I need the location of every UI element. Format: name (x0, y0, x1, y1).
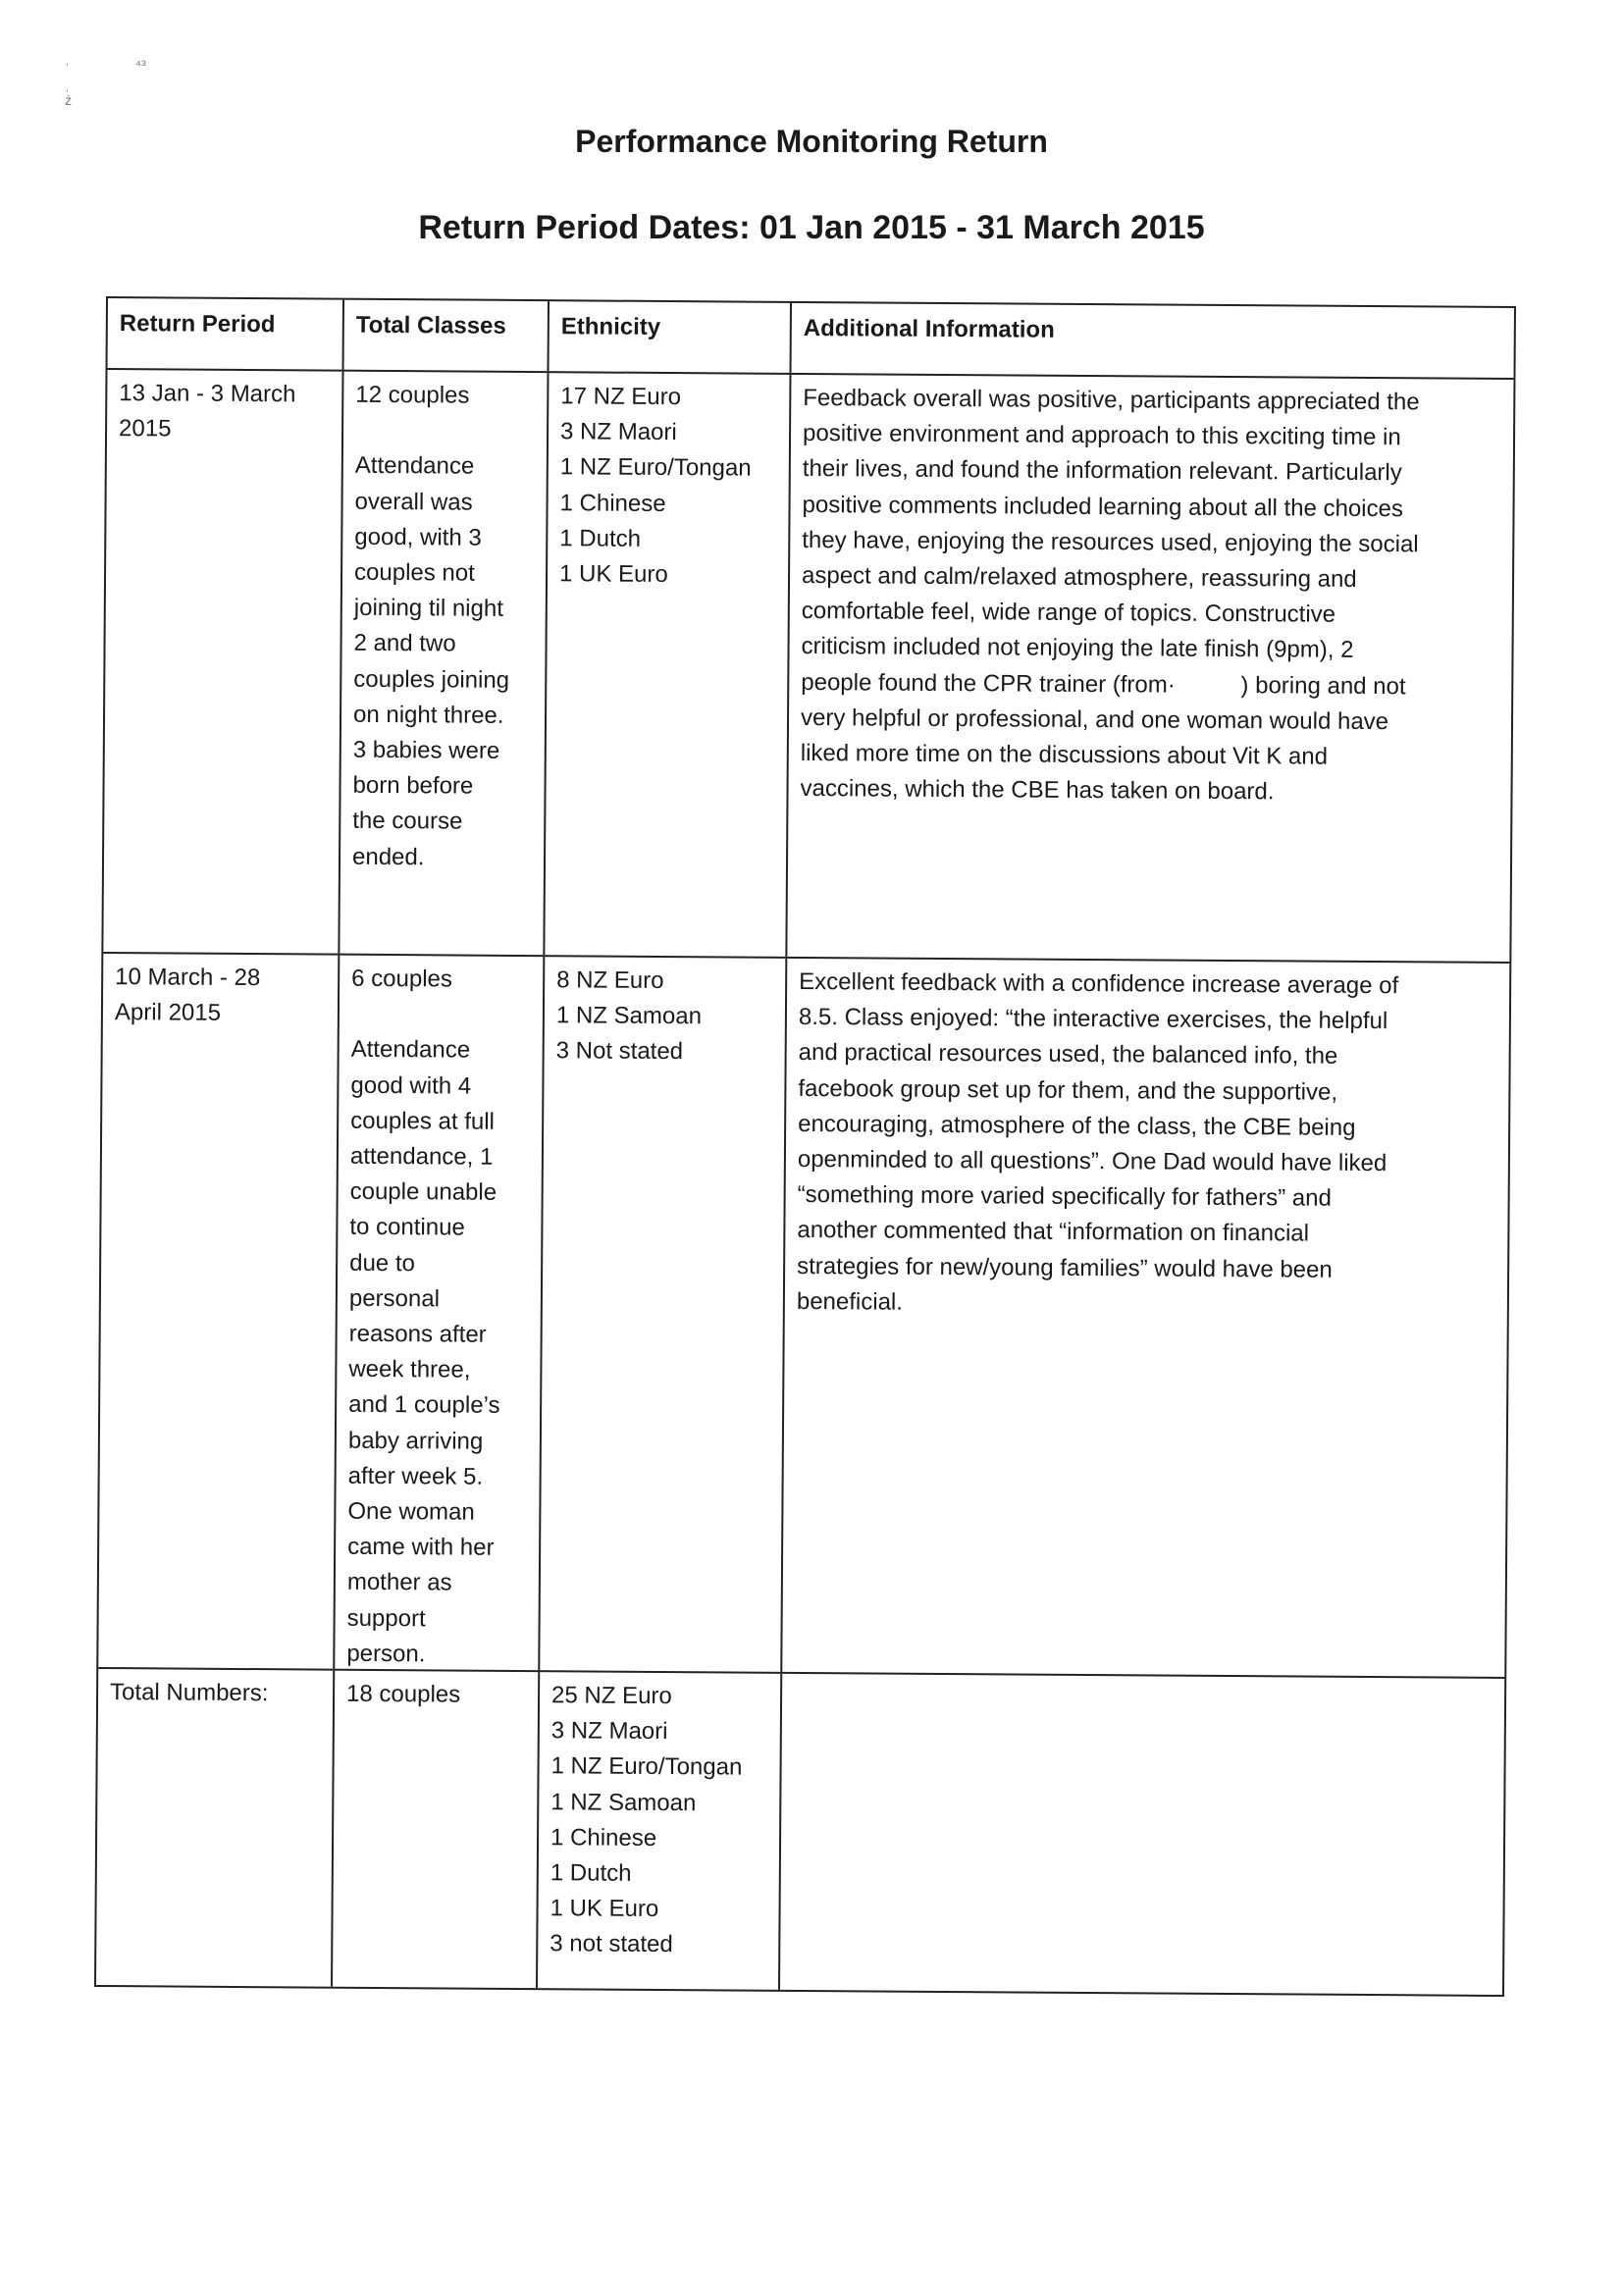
scan-mark: ⁴³ (135, 57, 146, 73)
table-row (103, 370, 1513, 964)
cell-total-classes: 18 couples (333, 1671, 540, 1988)
table-total-row (96, 1669, 1504, 1995)
page-subtitle: Return Period Dates: 01 Jan 2015 - 31 March 2015 (418, 209, 1205, 246)
header-additional-information: Additional Information (803, 314, 1055, 343)
cell-return-period: 13 Jan - 3 March 2015 (103, 370, 343, 954)
scan-mark: ˈ ˌ ż (65, 61, 72, 108)
cell-total-label: Total Numbers: (96, 1669, 335, 1987)
cell-total-ethnicity: 25 NZ Euro 3 NZ Maori 1 NZ Euro/Tongan 1 NZ Samoan 1 Chinese 1 Dutch 1 UK Euro 3 not stated (538, 1672, 782, 1990)
page-title: Performance Monitoring Return (575, 124, 1048, 159)
cell-additional-information: Excellent feedback with a confidence increase average of 8.5. Class enjoyed: “the interactive exercises, the helpful and practical resources used, the balanced info, the facebook group set up for them, and the supportive, encouraging, atmosphere of the class, the CBE being openminded to all questions”. One Dad would have liked “something more varied specifically for fathers” and another commented that “information on financial strategies for new/young families” would have been beneficial. (796, 967, 1399, 1316)
performance-table (94, 296, 1516, 1997)
cell-return-period: 10 March - 28 April 2015 (98, 954, 340, 1669)
cell-total-additional-information (780, 1674, 1504, 1995)
cell-total-classes: 12 couples Attendance overall was good, with 3 couples not joining til night 2 and two couples joining on night three. 3 babies were born before the course ended. (340, 372, 549, 955)
header-ethnicity: Ethnicity (550, 301, 792, 373)
table-header-row (108, 298, 1514, 380)
cell-ethnicity: 8 NZ Euro 1 NZ Samoan 3 Not stated (540, 957, 787, 1672)
cell-additional-information: Feedback overall was positive, participants appreciated the positive environment and approach to this exciting time in their lives, and found the information relevant. Particularly positive comments included learning about all the choices they have, enjoying the resources used, enjoying the social aspect and calm/relaxed atmosphere, reassuring and comfortable feel, wide range of topics. Constructive criticism included not enjoying the late finish (9pm), 2 people found the CPR trainer (from· ) boring and not very helpful or professional, and one woman would have liked more time on the discussions about Vit K and vaccines, which the CBE has taken on board. (800, 384, 1420, 806)
header-total-classes: Total Classes (344, 300, 550, 371)
table-row (98, 954, 1509, 1679)
cell-ethnicity: 17 NZ Euro 3 NZ Maori 1 NZ Euro/Tongan 1 Chinese 1 Dutch 1 UK Euro (545, 373, 791, 957)
header-return-period: Return Period (108, 298, 344, 370)
cell-total-classes: 6 couples Attendance good with 4 couples at full attendance, 1 couple unable to continue due to personal reasons after week three, and 1 couple’s baby arriving after week 5. One woman came with her mother as support person. (335, 956, 545, 1670)
